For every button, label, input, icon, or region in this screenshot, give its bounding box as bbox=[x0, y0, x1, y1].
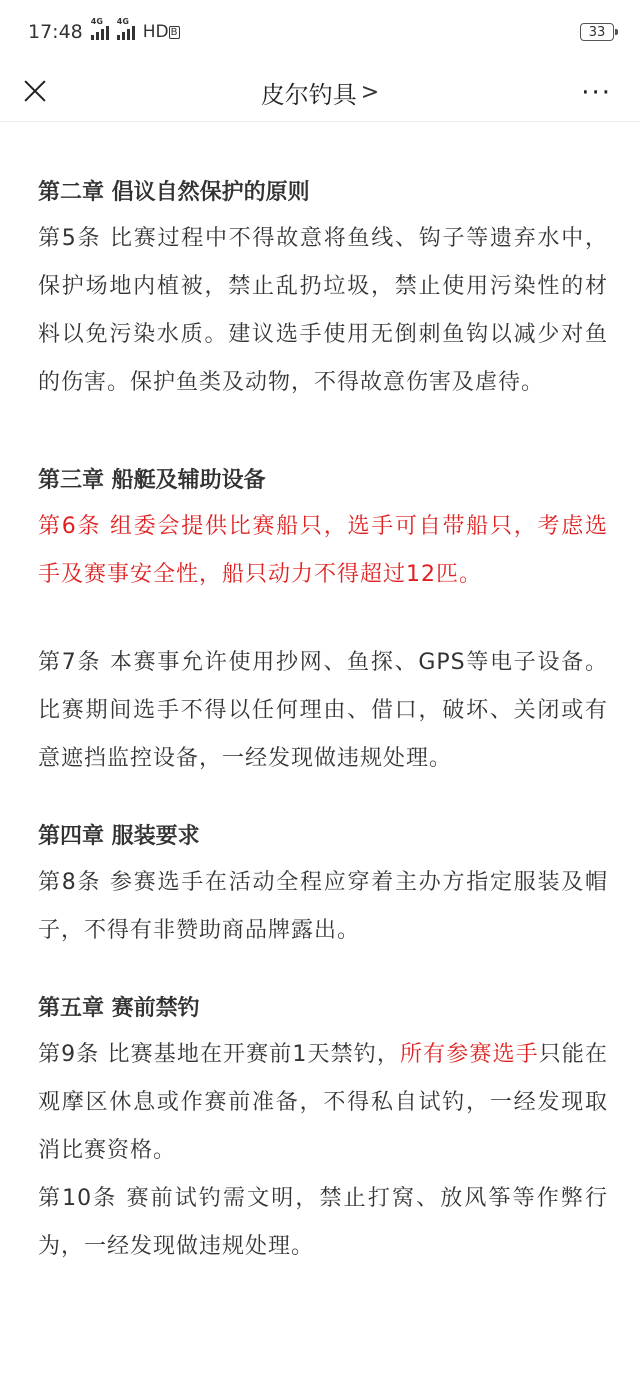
status-left bbox=[28, 17, 180, 43]
article-10: 第10条 赛前试钓需文明，禁止打窝、放风筝等作弊行为，一经发现做违规处理。 bbox=[38, 1186, 608, 1259]
article-9-highlight: 所有参赛选手 bbox=[400, 1042, 539, 1067]
chapter-2-title: 第二章 倡议自然保护的原则 bbox=[38, 180, 310, 205]
status-time: 17:48 bbox=[28, 21, 83, 43]
nav-bar bbox=[0, 64, 640, 122]
hd-indicator: HD B bbox=[142, 22, 178, 42]
nav-title: 皮尔钓具 bbox=[260, 81, 357, 109]
battery-icon: 33 bbox=[580, 23, 614, 41]
article-8: 第8条 参赛选手在活动全程应穿着主办方指定服装及帽子，不得有非赞助商品牌露出。 bbox=[38, 870, 608, 943]
article-7: 第7条 本赛事允许使用抄网、鱼探、GPS等电子设备。比赛期间选手不得以任何理由、借口，破坏、关闭或有意遮挡监控设备，一经发现做违规处理。 bbox=[38, 650, 608, 771]
more-icon[interactable]: ··· bbox=[581, 78, 612, 108]
chapter-3-title: 第三章 船艇及辅助设备 bbox=[38, 468, 266, 493]
signal-icon: 4G bbox=[91, 24, 109, 40]
article-9 bbox=[38, 1031, 608, 1175]
account-title-link[interactable] bbox=[261, 75, 379, 110]
chapter-5-title: 第五章 赛前禁钓 bbox=[38, 996, 200, 1021]
close-icon[interactable] bbox=[20, 76, 50, 106]
status-bar bbox=[0, 0, 640, 64]
article-content bbox=[38, 122, 608, 1271]
signal-icon-2: 4G bbox=[117, 24, 135, 40]
article-9-part-b: 只能在观摩区休息或作赛前准备，不得私自试钓，一经发现取消比赛资格。 bbox=[38, 1042, 608, 1163]
chevron-right-icon: > bbox=[360, 80, 380, 105]
article-5: 第5条 比赛过程中不得故意将鱼线、钩子等遗弃水中，保护场地内植被，禁止乱扔垃圾，禁止使用污染性的材料以免污染水质。建议选手使用无倒刺鱼钩以减少对鱼的伤害。保护鱼类及动物，不得故意伤害及虐待。 bbox=[38, 226, 608, 395]
chapter-4-title: 第四章 服装要求 bbox=[38, 824, 200, 849]
article-6-highlight: 第6条 组委会提供比赛船只，选手可自带船只，考虑选手及赛事安全性，船只动力不得超过12匹。 bbox=[38, 514, 608, 587]
article-9-part-a: 第9条 比赛基地在开赛前1天禁钓， bbox=[38, 1042, 401, 1067]
